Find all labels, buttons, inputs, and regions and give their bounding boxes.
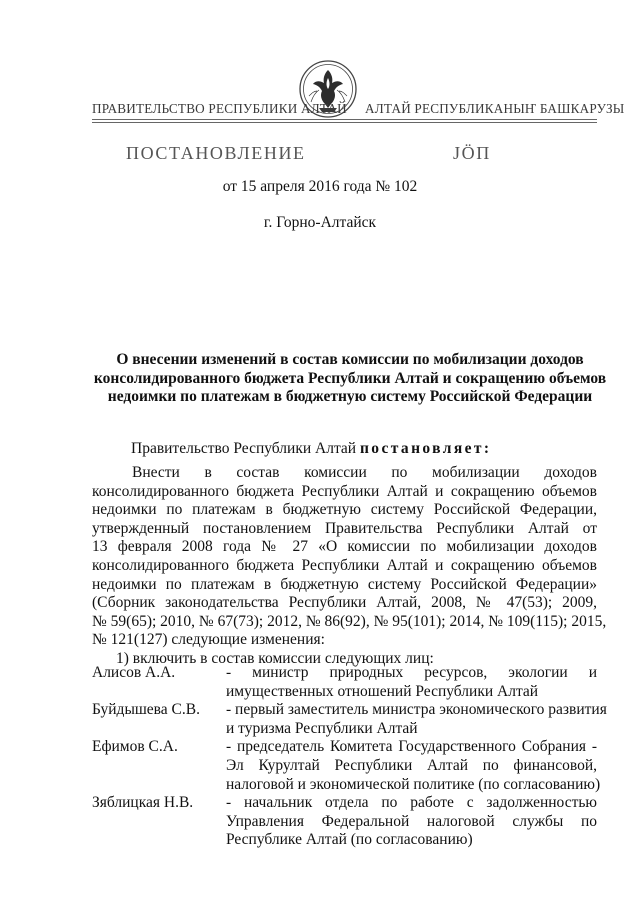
document-type: ПОСТАНОВЛЕНИЕ <box>126 143 306 163</box>
member-role <box>226 664 597 701</box>
header-divider-bottom <box>92 122 597 123</box>
member-name: Буйдышева С.В. <box>92 701 200 719</box>
member-name: Зяблицкая Н.В. <box>92 794 194 812</box>
member-name: Алисов А.А. <box>92 664 176 681</box>
member-role-line: - председатель Комитета Государственного Собрания - <box>226 738 597 756</box>
body-line: (Сборник законодательства Республики Алтай, 2008, № 47(53); 2009, <box>92 594 597 612</box>
body-line: 1) включить в состав комиссии следующих лиц: <box>116 649 434 667</box>
decree-line <box>131 440 491 458</box>
title-line: недоимки по платежам в бюджетную систему Российской Федерации <box>107 388 593 405</box>
member-name: Ефимов С.А. <box>92 738 178 756</box>
member-role-line: налоговой и экономической политике (по согласованию) <box>226 775 601 793</box>
body-line: недоимки по платежам в бюджетную систему Российской Федерации, <box>92 501 597 519</box>
title-line: О внесении изменений в состав комиссии по мобилизации доходов <box>116 351 584 368</box>
document-city: г. Горно-Алтайск <box>263 214 377 231</box>
member-row <box>92 738 601 794</box>
document-date-number: от 15 апреля 2016 года № 102 <box>222 178 418 195</box>
header-left-title: ПРАВИТЕЛЬСТВО РЕСПУБЛИКИ АЛТАЙ <box>92 101 347 116</box>
member-role <box>226 794 597 850</box>
member-role-line: имущественных отношений Республики Алтай <box>226 682 539 700</box>
members-list <box>92 664 607 850</box>
member-role-line: - начальник отдела по работе с задолженностью <box>226 794 597 812</box>
document-title <box>60 351 640 407</box>
body-line: № 121(127) следующие изменения: <box>92 631 325 649</box>
body-line: Внести в состав комиссии по мобилизации доходов <box>132 464 597 481</box>
header-divider-top <box>92 119 597 120</box>
member-role-line: Управления Федеральной налоговой службы по <box>226 812 597 830</box>
title-line: консолидированного бюджета Республики Алтай и сокращению объемов <box>93 369 607 387</box>
member-role <box>226 738 601 794</box>
member-role-line: - первый заместитель министра экономического развития <box>226 701 607 719</box>
decree-prefix: Правительство Республики Алтай <box>131 440 360 457</box>
header-right-title: АЛТАЙ РЕСПУБЛИКАНЫҤ БАШКАРУЗЫ <box>365 101 625 116</box>
body-line: консолидированного бюджета Республики Алтай и сокращению объемов <box>92 556 597 574</box>
member-role-line: Эл Курултай Республики Алтай по финансовой, <box>226 756 597 774</box>
body-line: 13 февраля 2008 года № 27 «О комиссии по мобилизации доходов <box>92 538 597 556</box>
decree-verb: постановляет: <box>359 440 492 457</box>
body-line: консолидированного бюджета Республики Алтай и сокращению объемов <box>92 482 597 500</box>
body-line: недоимки по платежам в бюджетную систему Российской Федерации» <box>92 575 597 593</box>
member-role <box>226 701 607 738</box>
body-line: № 59(65); 2010, № 67(73); 2012, № 86(92), № 95(101); 2014, № 109(115); 2015, <box>92 612 607 630</box>
document-body <box>92 464 607 669</box>
document-type-altai: JÖП <box>453 143 491 163</box>
member-role-line: - министр природных ресурсов, экологии и <box>226 664 597 681</box>
member-role-line: и туризма Республики Алтай <box>226 719 418 737</box>
member-row <box>92 664 597 701</box>
member-row <box>92 701 607 738</box>
body-line: утвержденный постановлением Правительства Республики Алтай от <box>92 519 597 537</box>
member-role-line: Республике Алтай (по согласованию) <box>226 831 473 849</box>
member-row <box>92 794 597 850</box>
